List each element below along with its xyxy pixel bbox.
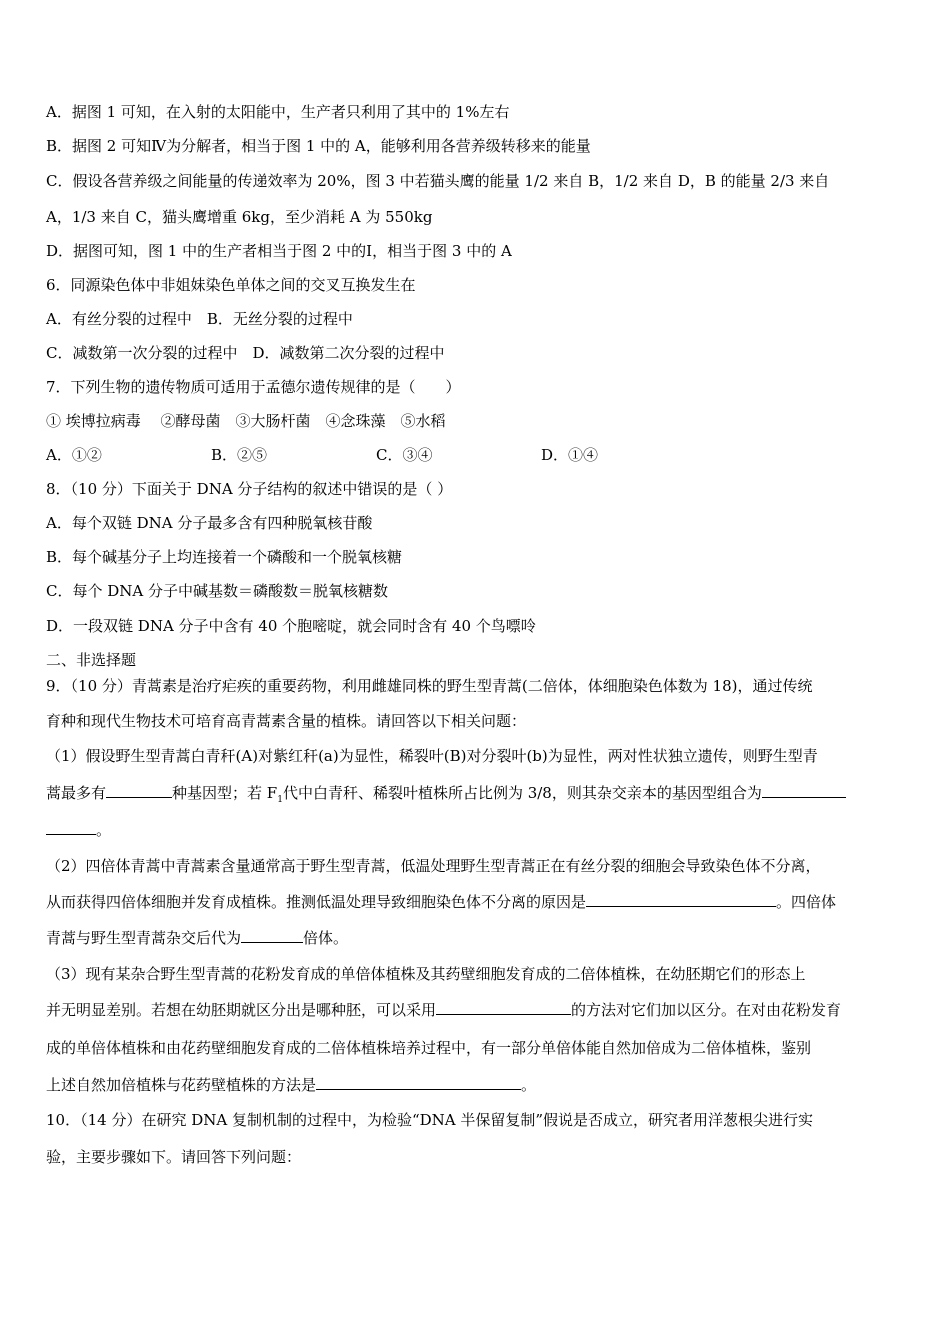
q7-options	[46, 445, 706, 465]
q7-items: ① 埃博拉病毒 ②酵母菌 ③大肠杆菌 ④念珠藻 ⑤水稻	[46, 412, 446, 430]
q9-part3-line2: 并无明显差别。若想在幼胚期就区分出是哪种胚，可以采用 的方法对它们加以区分。在对由花粉发育	[46, 1001, 842, 1019]
q7-stem: 7．下列生物的遗传物质可适用于孟德尔遗传规律的是（ ）	[46, 378, 461, 396]
q6-options-ab: A．有丝分裂的过程中 B．无丝分裂的过程中	[46, 310, 353, 328]
section-heading: 二、非选择题	[46, 651, 137, 669]
q9-part1-line2: 蒿最多有 种基因型；若 $F_1$代中白青秆、稀裂叶植株所占比例为 3/8，则其杂交亲本的基因型组合为	[46, 783, 846, 810]
answer-blank	[436, 1000, 571, 1015]
q6-stem: 6．同源染色体中非姐妹染色单体之间的交叉互换发生在	[46, 276, 416, 294]
q9-part3-line1: （3）现有某杂合野生型青蒿的花粉发育成的单倍体植株及其药壁细胞发育成的二倍体植株，在幼胚期它们的形态上	[46, 965, 806, 983]
q10-stem-line1: 10．（14 分）在研究 DNA 复制机制的过程中，为检验“DNA 半保留复制”假说是否成立，研究者用洋葱根尖进行实	[46, 1111, 814, 1129]
q5-option-b: B．据图 2 可知Ⅳ为分解者，相当于图 1 中的 A，能够利用各营养级转移来的能量	[46, 137, 591, 155]
q5-option-a: A．据图 1 可知，在入射的太阳能中，生产者只利用了其中的 1%左右	[46, 103, 510, 121]
answer-blank	[46, 820, 96, 835]
q9-stem-line1: 9．（10 分）青蒿素是治疗疟疾的重要药物，利用雌雄同株的野生型青蒿(二倍体，体细胞染色体数为 18)，通过传统	[46, 677, 813, 695]
q5-option-c-line2: A，1/3 来自 C，猫头鹰增重 6kg，至少消耗 A 为 550kg	[46, 208, 433, 226]
q5-option-c-line1: C．假设各营养级之间能量的传递效率为 20%，图 3 中若猫头鹰的能量 1/2 来自 B，1/2 来自 D，B 的能量 2/3 来自	[46, 172, 830, 190]
answer-blank	[106, 783, 172, 798]
q7-option-c: C．③④	[376, 446, 433, 464]
q9-part1-line1: （1）假设野生型青蒿白青秆(A)对紫红秆(a)为显性，稀裂叶(B)对分裂叶(b)为显性，两对性状独立遗传，则野生型青	[46, 747, 818, 765]
answer-blank	[762, 783, 846, 798]
q7-option-b: B．②⑤	[211, 446, 268, 464]
q7-option-d: D．①④	[541, 446, 599, 464]
q9-part2-line2: 从而获得四倍体细胞并发育成植株。推测低温处理导致细胞染色体不分离的原因是 。四倍体	[46, 893, 837, 911]
answer-blank	[586, 892, 776, 907]
q8-option-a: A．每个双链 DNA 分子最多含有四种脱氧核苷酸	[46, 514, 373, 532]
q9-part2-line1: （2）四倍体青蒿中青蒿素含量通常高于野生型青蒿，低温处理野生型青蒿正在有丝分裂的细胞会导致染色体不分离，	[46, 857, 821, 875]
q9-part3-line3: 成的单倍体植株和由花药壁细胞发育成的二倍体植株培养过程中，有一部分单倍体能自然加倍成为二倍体植株，鉴别	[46, 1039, 812, 1057]
q9-stem-line2: 育种和现代生物技术可培育高青蒿素含量的植株。请回答以下相关问题：	[46, 712, 527, 730]
q8-option-c: C．每个 DNA 分子中碱基数＝磷酸数＝脱氧核糖数	[46, 582, 388, 600]
q7-option-a: A．①②	[46, 446, 102, 464]
q8-option-d: D．一段双链 DNA 分子中含有 40 个胞嘧啶，就会同时含有 40 个鸟嘌呤	[46, 617, 536, 635]
answer-blank	[316, 1075, 521, 1090]
q9-part3-line4: 上述自然加倍植株与花药壁植株的方法是 。	[46, 1076, 537, 1094]
q6-options-cd: C．减数第一次分裂的过程中 D．减数第二次分裂的过程中	[46, 344, 445, 362]
q8-stem: 8．（10 分）下面关于 DNA 分子结构的叙述中错误的是（ ）	[46, 480, 453, 498]
q9-part2-line3: 青蒿与野生型青蒿杂交后代为 倍体。	[46, 929, 349, 947]
q9-part1-line3: 。	[46, 820, 111, 840]
q10-stem-line2: 验，主要步骤如下。请回答下列问题：	[46, 1148, 302, 1166]
answer-blank	[241, 928, 303, 943]
q8-option-b: B．每个碱基分子上均连接着一个磷酸和一个脱氧核糖	[46, 548, 403, 566]
q5-option-d: D．据图可知，图 1 中的生产者相当于图 2 中的Ⅰ，相当于图 3 中的 A	[46, 242, 512, 260]
